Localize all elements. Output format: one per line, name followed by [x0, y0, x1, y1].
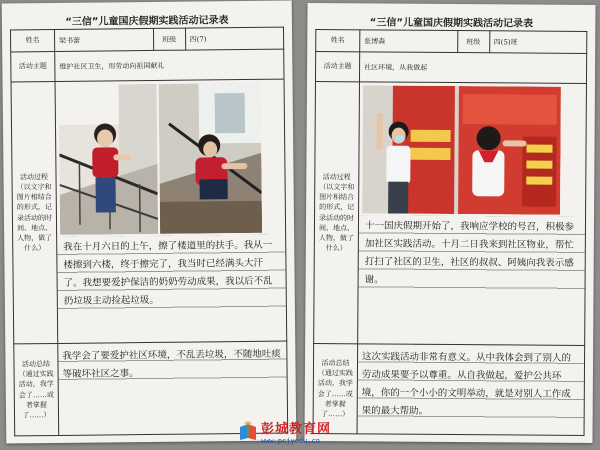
record-table: [313, 29, 588, 436]
process-text: 十一国庆假期开始了，我响应学校的号召，积极参加社区实践活动。十月二日我来到社区物业，帮忙打扫了社区的卫生，社区的叔叔、阿姨向我表示感谢。: [359, 215, 586, 291]
watermark-url: www.pcjyedu.cn: [261, 436, 321, 445]
theme-label: 活动主题: [315, 52, 359, 82]
summary-label: 活动总结（通过实践活动，我学会了……或者掌握了……）: [313, 344, 358, 434]
left-record-sheet: [2, 0, 297, 443]
theme-value: 社区环境，从我做起: [359, 52, 586, 84]
class-label: 班级: [457, 31, 489, 53]
summary-text: 我学会了要爱护社区环境，不乱丢垃圾，不随地吐痰等破坏社区之事。: [58, 342, 286, 388]
summary-label: 活动总结（通过实践活动，我学会了……或者掌握了……）: [14, 343, 59, 435]
activity-photo: [59, 84, 159, 235]
name-value: 张博森: [360, 30, 458, 53]
theme-value: 维护社区卫生，用劳动向祖国献礼: [55, 49, 284, 81]
right-record-sheet: [304, 3, 595, 443]
name-label: 姓名: [316, 30, 360, 52]
process-label: 活动过程（以文字和图片相结合的形式，记录活动的时间、地点、人物，做了什么）: [11, 81, 58, 343]
summary-text: 这次实践活动非常有意义。从中我体会到了别人的劳动成果要予以尊重。从自我做起，爱护公共环境，你的一个小小的文明举动，就是对别人工作成果的最大帮助。: [358, 344, 585, 426]
book-logo-icon: [238, 421, 258, 441]
site-watermark: [238, 414, 372, 448]
name-value: 梁书蕾: [54, 28, 153, 51]
class-value: 四(5)班: [489, 31, 587, 54]
process-cell: [358, 82, 587, 346]
class-label: 班级: [153, 28, 185, 50]
summary-cell: [357, 344, 585, 436]
activity-photo: [159, 83, 263, 234]
record-table: [10, 27, 288, 437]
sheet-title: “三信”儿童国庆假期实践活动记录表: [369, 17, 534, 30]
watermark-name: 彭城教育网: [261, 421, 332, 437]
name-label: 姓名: [10, 29, 54, 51]
process-cell: [55, 79, 287, 343]
process-text: 我在十月六日的上午，擦了楼道里的扶手。我从一楼擦到六楼，终于擦完了，我当时已经满头大汗了。我想要爱护保洁的奶奶劳动成果，我以后不乱扔垃圾主动捡起垃圾。: [57, 235, 286, 311]
activity-photo: [362, 85, 561, 214]
theme-label: 活动主题: [11, 51, 55, 81]
class-value: 四(7): [185, 27, 284, 50]
process-label: 活动过程（以文字和图片相结合的形式，记录活动的时间、地点、人物，做了什么）: [314, 82, 360, 344]
sheet-title: “三信”儿童国庆假期实践活动记录表: [65, 15, 229, 28]
